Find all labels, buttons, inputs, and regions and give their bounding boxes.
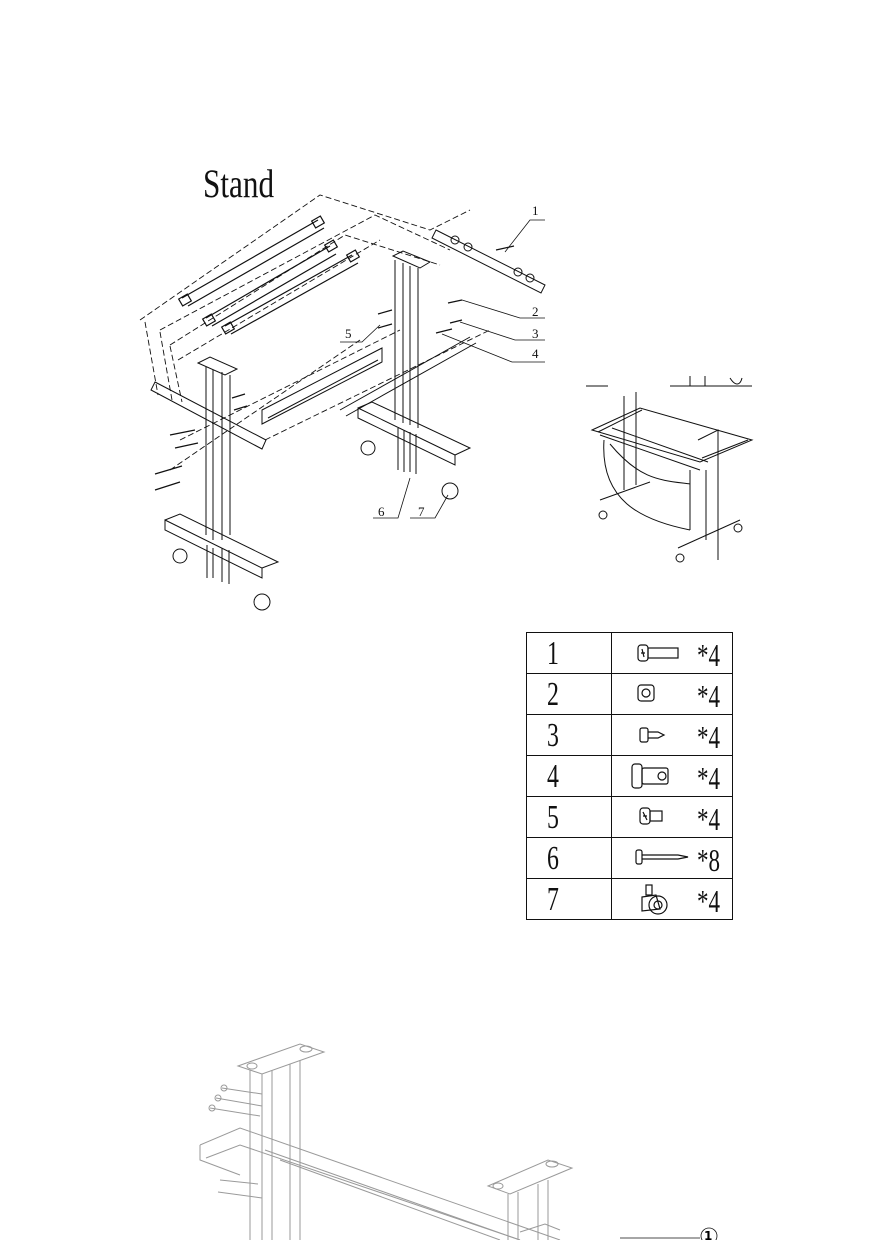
nut-icon <box>636 682 666 706</box>
part-quantity: *4 <box>696 719 720 755</box>
table-row <box>527 756 733 797</box>
table-row <box>527 715 733 756</box>
part-number: 6 <box>547 840 559 877</box>
callout-1: 1 <box>532 203 539 218</box>
page-title: Stand <box>203 161 275 206</box>
parts-table <box>526 632 733 920</box>
caster-icon <box>636 883 676 917</box>
table-row <box>527 879 733 920</box>
bottom-callout-1: 1 <box>704 1229 713 1240</box>
sleeve-icon <box>630 762 680 790</box>
bolt-short-icon <box>638 805 678 829</box>
callout-4: 4 <box>532 346 539 361</box>
part-quantity: *4 <box>696 678 720 714</box>
part-quantity: *4 <box>696 637 720 673</box>
part-quantity: *8 <box>696 842 720 878</box>
bolt-long-icon <box>636 641 686 665</box>
part-number: 3 <box>547 717 559 754</box>
table-row <box>527 797 733 838</box>
part-quantity: *4 <box>696 801 720 837</box>
callout-6: 6 <box>378 504 385 519</box>
part-number: 4 <box>547 758 559 795</box>
part-number: 2 <box>547 676 559 713</box>
part-number: 7 <box>547 881 559 918</box>
part-number: 5 <box>547 799 559 836</box>
callout-2: 2 <box>532 304 539 319</box>
table-row <box>527 838 733 879</box>
table-row <box>527 674 733 715</box>
screw-short-icon <box>638 723 678 747</box>
part-number: 1 <box>547 635 559 672</box>
part-quantity: *4 <box>696 760 720 796</box>
callout-7: 7 <box>418 504 425 519</box>
callout-5: 5 <box>345 326 352 341</box>
pin-long-icon <box>634 846 694 870</box>
callout-3: 3 <box>532 326 539 341</box>
part-quantity: *4 <box>696 883 720 919</box>
table-row <box>527 633 733 674</box>
